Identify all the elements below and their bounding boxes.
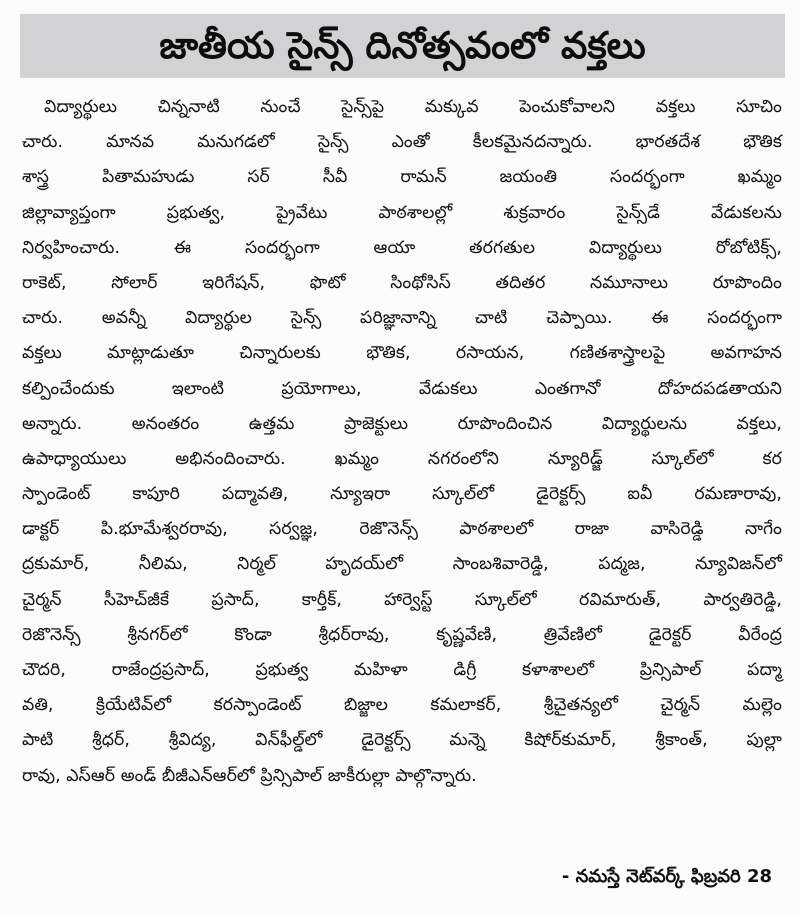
article-line: శాస్త్ర పితామహుడు సర్ సీవీ రామన్ జయంతి సందర్భంగా ఖమ్మం [22, 167, 782, 188]
article-line: ఉపాధ్యాయులు అభినందించారు. ఖమ్మం నగరంలోని న్యూరిడ్జ్ స్కూల్‌లో కర [22, 448, 782, 469]
article-line: జిల్లావ్యాప్తంగా ప్రభుత్వ, ప్రైవేటు పాఠశాలల్లో శుక్రవారం సైన్స్‌డే వేడుకలను [22, 202, 782, 223]
article-line: స్పాండెంట్ కాపూరి పద్మావతి, న్యూఇరా స్కూల్‌లో డైరెక్టర్స్ ఐవీ రమణారావు, [22, 484, 782, 505]
article-line: ద్రకుమార్, నీలిమ, నిర్మల్ హృదయ్‌లో సాంబశివారెడ్డి, పద్మజ, న్యూవిజన్‌లో [22, 554, 782, 575]
article-line: చారు. మానవ మనుగడలో సైన్స్ ఎంతో కీలకమైనదన్నారు. భారతదేశ భౌతిక [22, 132, 782, 153]
article-line: పాటి శ్రీధర్, శ్రీవిద్య, విన్‌ఫీల్డ్‌లో డైరెక్టర్స్ మన్నె కిషోర్‌కుమార్, శ్రీకాంత్, పుల్లా [22, 730, 782, 751]
byline: - నమస్తే నెట్‌వర్క్ ఫిబ్రవరి 28 [561, 866, 772, 887]
article-line: చైర్మన్ సీహెచ్‌జీకే ప్రసాద్, కార్తీక్, హార్వెస్ట్ స్కూల్‌లో రవిమారుత్, పార్వతిరెడ్డి, [22, 589, 782, 610]
article-line: వక్తలు మాట్లాడుతూ చిన్నారులకు భౌతిక, రసాయన, గణితశాస్త్రాలపై అవగాహన [22, 343, 782, 364]
article-line: డాక్టర్ పి.భూమేశ్వరరావు, సర్వజ్ఞ, రెజొనెన్స్ పాఠశాలలో రాజా వాసిరెడ్డి నాగేం [22, 519, 782, 540]
headline: జాతీయ సైన్స్ దినోత్సవంలో వక్తలు [159, 24, 646, 67]
article-line: నిర్వహించారు. ఈ సందర్భంగా ఆయా తరగతుల విద్యార్థులు రోబోటిక్స్, [22, 237, 782, 258]
article-line: కల్పించేందుకు ఇలాంటి ప్రయోగాలు, వేడుకలు ఎంతగానో దోహదపడతాయని [22, 378, 782, 399]
article-line: విద్యార్థులు చిన్ననాటి నుంచే సైన్స్‌పై మక్కువ పెంచుకోవాలని వక్తలు సూచిం [44, 97, 782, 117]
article-line: రెజొనెన్స్ శ్రీనగర్‌లో కొండా శ్రీధర్‌రావు, కృష్ణవేణి, త్రివేణిలో డైరెక్టర్ వీరేంద్ర [22, 624, 782, 645]
headline-banner [20, 14, 785, 78]
article-line: వతి, క్రియేటివ్‌లో కరస్పాండెంట్ బిజ్జాల కమలాకర్, శ్రీచైతన్యలో చైర్మన్ మల్లెం [22, 695, 782, 716]
article-line: చారు. అవన్నీ విద్యార్థుల సైన్స్ పరిజ్ఞానాన్ని చాటి చెప్పాయి. ఈ సందర్భంగా [22, 308, 782, 329]
article-body [22, 90, 782, 794]
article-line: రాకెట్, సోలార్ ఇరిగేషన్, ఫొటో సింథోసిస్ తదితర నమూనాలు రూపొందిం [22, 272, 782, 293]
article-line: రావు, ఎస్‌ఆర్ అండ్ బీజీఎన్‌ఆర్‌లో ప్రిన్సిపాల్ జాకీరుల్లా పాల్గొన్నారు. [22, 765, 477, 786]
article-line: చౌదరి, రాజేంద్రప్రసాద్, ప్రభుత్వ మహిళా డిగ్రీ కళాశాలలో ప్రిన్సిపాల్ పద్మా [22, 660, 782, 680]
article-line: అన్నారు. అనంతరం ఉత్తమ ప్రాజెక్టులు రూపొందించిన విద్యార్థులను వక్తలు, [22, 413, 782, 434]
